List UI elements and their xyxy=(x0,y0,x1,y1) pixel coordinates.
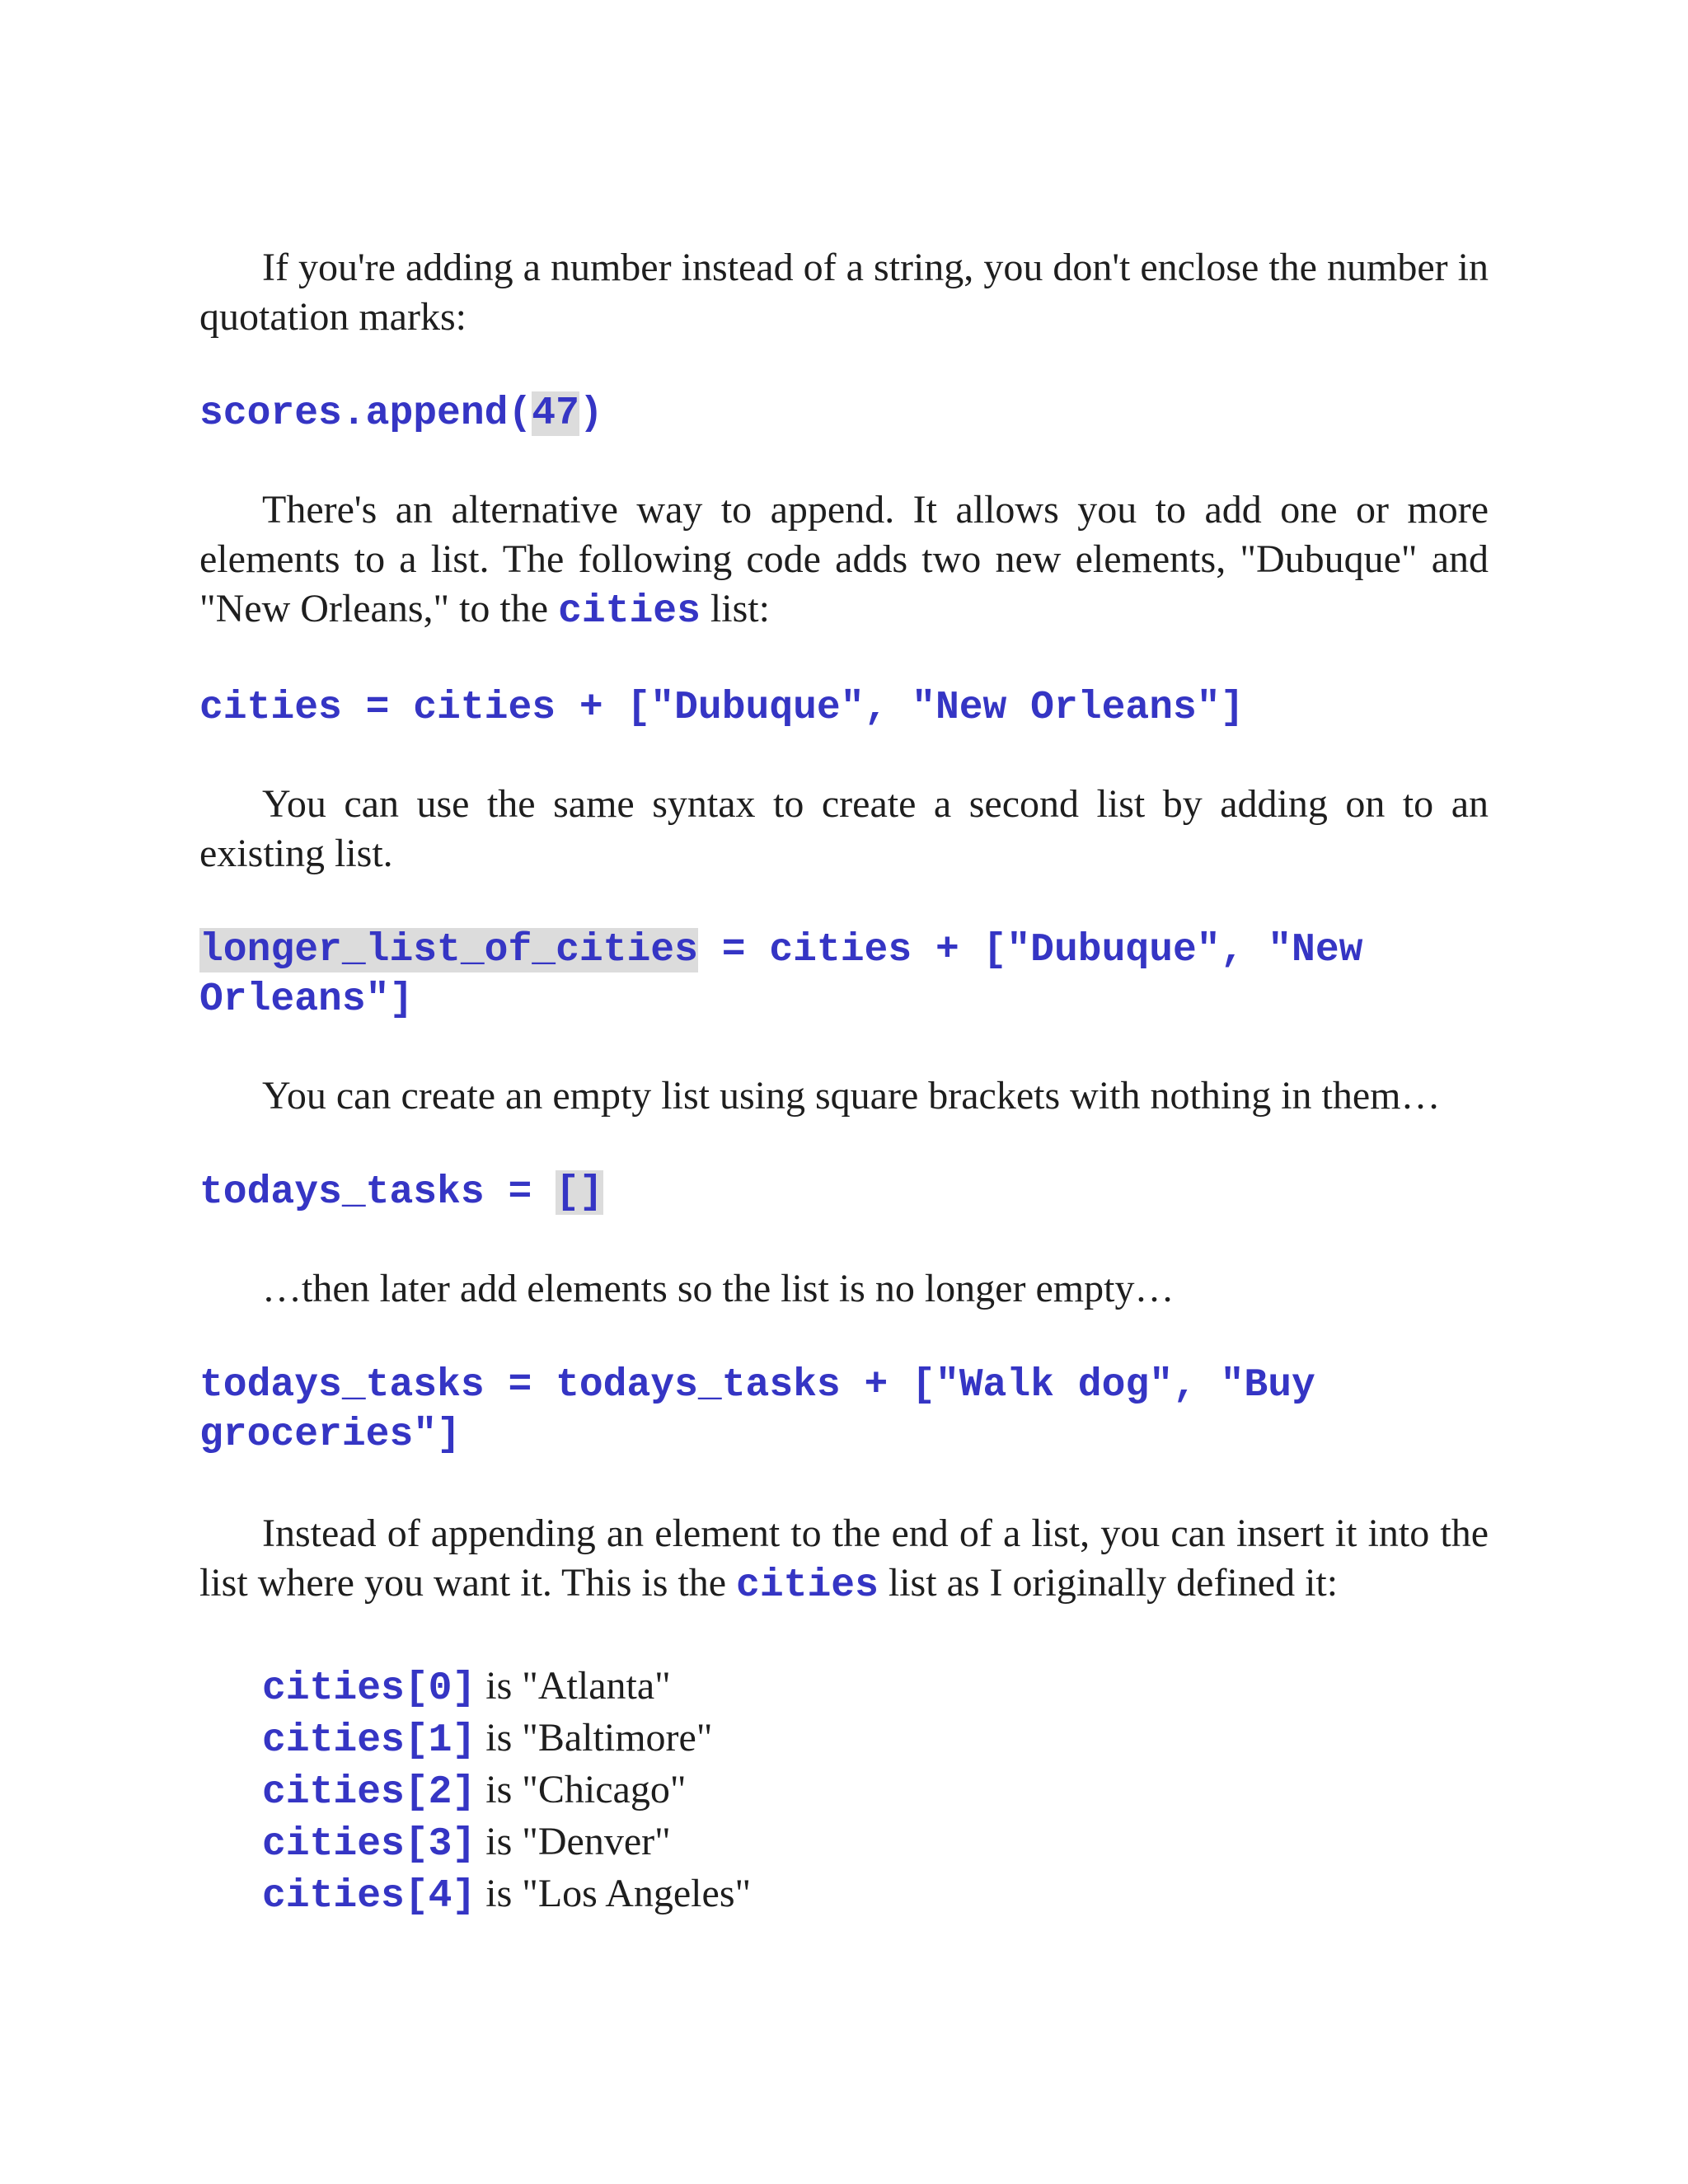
code-text: ) xyxy=(579,391,603,436)
list-item-code: cities[2] xyxy=(262,1770,476,1815)
code-highlight: 47 xyxy=(532,391,579,436)
code-text: todays_tasks = xyxy=(199,1170,556,1215)
code-longer-list xyxy=(199,926,1419,1024)
paragraph-text: There's an alternative way to append. It allows you to add one or more elements to a list. The following code adds two new elements, "Dubuque" and "New Orleans," to the xyxy=(199,488,1489,630)
paragraph-alternative-append xyxy=(199,485,1489,636)
inline-code: cities xyxy=(558,589,701,634)
list-item xyxy=(262,1868,1489,1919)
code-text: cities = cities + ["Dubuque", "New Orleans"] xyxy=(199,686,1245,730)
code-highlight: longer_list_of_cities xyxy=(199,928,698,972)
list-item xyxy=(262,1764,1489,1816)
paragraph-text: list as I originally defined it: xyxy=(878,1561,1339,1605)
list-item-text: is "Chicago" xyxy=(476,1768,687,1811)
list-item-code: cities[4] xyxy=(262,1874,476,1919)
list-item-code: cities[1] xyxy=(262,1718,476,1763)
code-highlight: [] xyxy=(556,1170,603,1215)
paragraph-second-list xyxy=(199,780,1489,879)
paragraph-text: list: xyxy=(700,587,770,630)
paragraph-number-append xyxy=(199,243,1489,342)
cities-list xyxy=(199,1660,1489,1919)
list-item-text: is "Baltimore" xyxy=(476,1716,713,1760)
paragraph-text: If you're adding a number instead of a string, you don't enclose the number in quotation marks: xyxy=(199,246,1489,339)
document-page xyxy=(199,243,1489,1919)
paragraph-text: Instead of appending an element to the end of a list, you can insert it into the list where you want it. This is the xyxy=(199,1511,1489,1605)
paragraph-text: You can create an empty list using square brackets with nothing in them… xyxy=(262,1074,1441,1118)
paragraph-add-later xyxy=(199,1264,1489,1314)
code-todays-tasks xyxy=(199,1361,1370,1460)
list-item-text: is "Denver" xyxy=(476,1820,671,1863)
code-cities-concat xyxy=(199,683,1489,733)
code-text: = cities + ["Dubuque", "New Orleans"] xyxy=(199,928,1387,1022)
paragraph-text: …then later add elements so the list is no longer empty… xyxy=(262,1267,1175,1310)
list-item-text: is "Atlanta" xyxy=(476,1664,671,1708)
list-item-code: cities[3] xyxy=(262,1822,476,1867)
list-item xyxy=(262,1712,1489,1764)
paragraph-empty-list xyxy=(199,1071,1489,1121)
code-scores-append xyxy=(199,389,1489,438)
list-item xyxy=(262,1660,1489,1712)
inline-code: cities xyxy=(736,1563,879,1608)
code-text: todays_tasks = todays_tasks + ["Walk dog", "Buy groceries"] xyxy=(199,1363,1339,1457)
list-item xyxy=(262,1816,1489,1868)
code-empty-list xyxy=(199,1168,1489,1217)
paragraph-text: You can use the same syntax to create a second list by adding on to an existing list. xyxy=(199,782,1489,875)
list-item-text: is "Los Angeles" xyxy=(476,1872,752,1915)
code-text: scores.append( xyxy=(199,391,532,436)
paragraph-insert xyxy=(199,1509,1489,1610)
list-item-code: cities[0] xyxy=(262,1666,476,1711)
